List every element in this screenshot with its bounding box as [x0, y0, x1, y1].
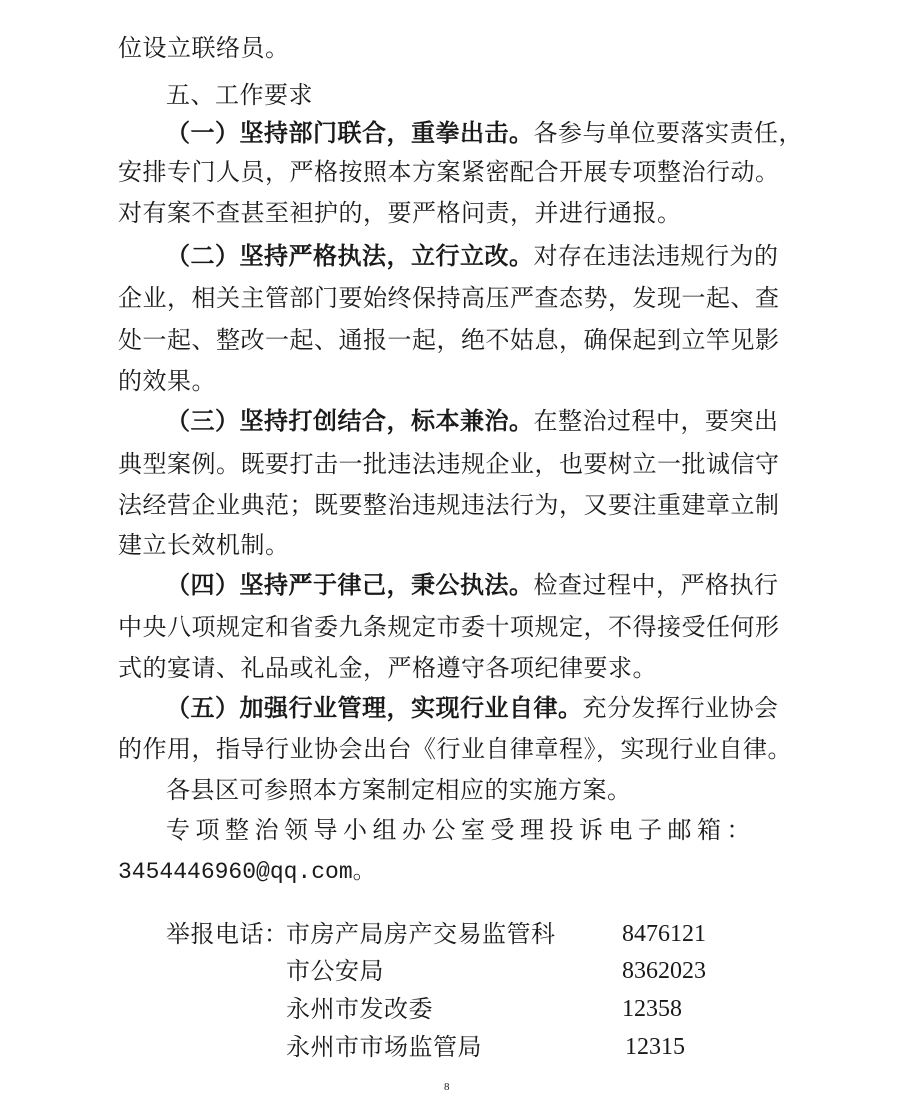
hotline-phone: 8476121 [622, 921, 706, 947]
section-heading: 五、工作要求 [166, 81, 313, 109]
requirement-5-text: 充分发挥行业协会 [582, 694, 779, 722]
requirement-3-text: 在整治过程中，要突出 [533, 407, 779, 435]
paragraph-continuation: 位设立联络员。 [118, 34, 290, 62]
requirement-1-text: 各参与单位要落实责任， [533, 119, 803, 147]
requirement-2-line-1 [166, 241, 900, 271]
page-number: 8 [444, 1081, 450, 1093]
hotline-phone: 8362023 [622, 958, 706, 984]
county-note: 各县区可参照本方案制定相应的实施方案。 [166, 776, 632, 804]
requirement-5-line-2: 的作用，指导行业协会出台《行业自律章程》，实现行业自律。 [118, 735, 792, 763]
hotline-org: 市房产局房产交易监管科 [286, 920, 556, 948]
requirement-1-line-2: 安排专门人员，严格按照本方案紧密配合开展专项整治行动。 [118, 158, 780, 186]
requirement-2-line-4: 的效果。 [118, 367, 216, 395]
hotline-org: 市公安局 [286, 957, 384, 985]
hotline-phone: 12315 [625, 1034, 685, 1060]
requirement-4-line-1 [166, 570, 900, 600]
requirement-4-text: 检查过程中，严格执行 [533, 571, 779, 599]
requirement-1-heading: （一）坚持部门联合，重拳出击。 [166, 118, 534, 147]
requirement-5-heading: （五）加强行业管理，实现行业自律。 [166, 693, 583, 722]
requirement-1-line-1 [166, 118, 900, 148]
email-label: 专项整治领导小组办公室受理投诉电子邮箱： [166, 816, 756, 844]
hotline-org: 永州市市场监管局 [286, 1033, 482, 1061]
requirement-4-line-2: 中央八项规定和省委九条规定市委十项规定，不得接受任何形 [118, 613, 780, 641]
requirement-3-heading: （三）坚持打创结合，标本兼治。 [166, 406, 534, 435]
requirement-2-line-3: 处一起、整改一起、通报一起，绝不姑息，确保起到立竿见影 [118, 326, 780, 354]
requirement-2-heading: （二）坚持严格执法，立行立改。 [166, 241, 534, 270]
requirement-3-line-2: 典型案例。既要打击一批违法违规企业，也要树立一批诚信守 [118, 450, 780, 478]
requirement-3-line-3: 法经营企业典范；既要整治违规违法行为，又要注重建章立制 [118, 491, 780, 519]
requirement-3-line-4: 建立长效机制。 [118, 531, 290, 559]
requirement-2-text: 对存在违法违规行为的 [533, 242, 779, 270]
hotline-label: 举报电话： [166, 920, 289, 948]
requirement-4-line-3: 式的宴请、礼品或礼金，严格遵守各项纪律要求。 [118, 654, 657, 682]
requirement-3-line-1 [166, 406, 900, 436]
requirement-4-heading: （四）坚持严于律己，秉公执法。 [166, 570, 534, 599]
hotline-org: 永州市发改委 [286, 995, 433, 1023]
requirement-1-line-3: 对有案不查甚至袒护的，要严格问责，并进行通报。 [118, 199, 682, 227]
hotline-phone: 12358 [622, 996, 682, 1022]
requirement-5-line-1 [166, 693, 900, 723]
complaint-email: 3454446960@qq.com。 [118, 859, 376, 885]
requirement-2-line-2: 企业，相关主管部门要始终保持高压严查态势，发现一起、查 [118, 284, 780, 312]
